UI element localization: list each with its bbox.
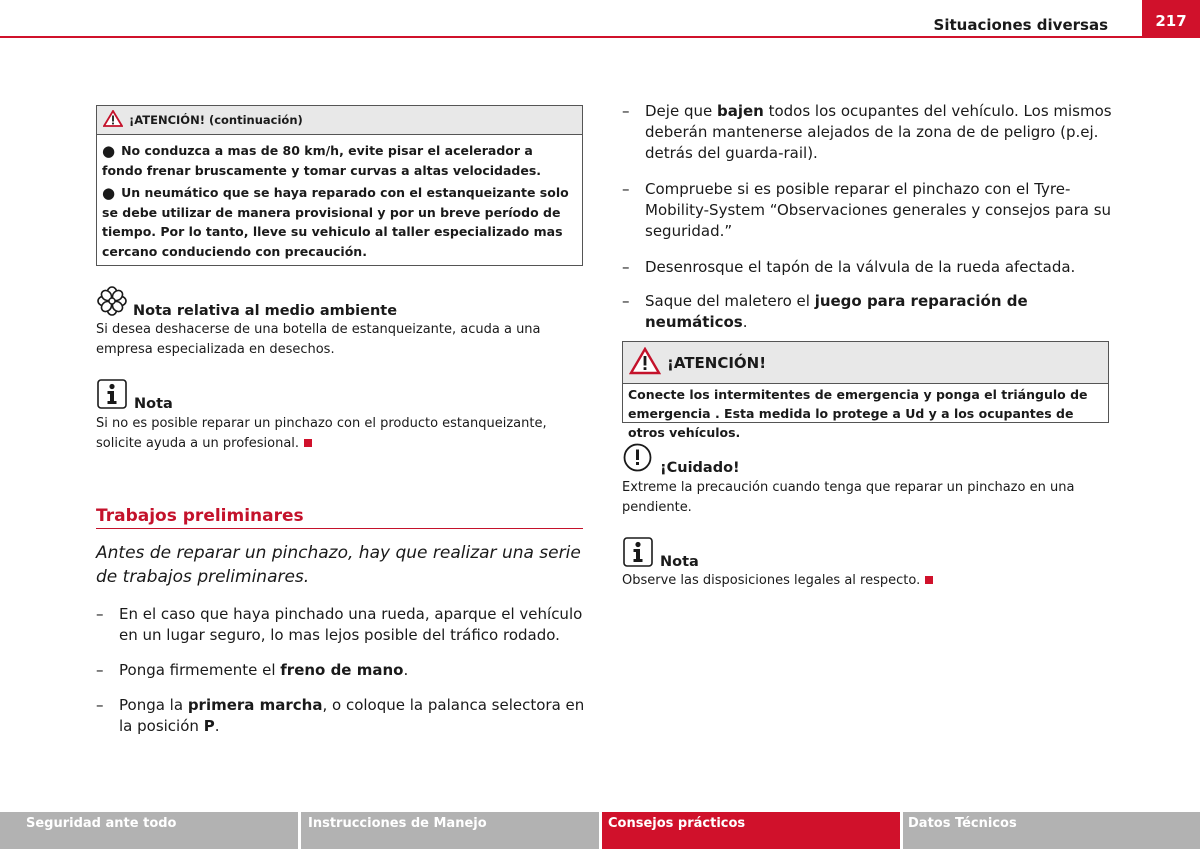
footer-tab-consejos[interactable]: Consejos prácticos <box>602 812 900 849</box>
warning-box <box>622 341 1109 440</box>
warning-item: ● No conduzca a mas de 80 km/h, evite pisar el acelerador a fondo frenar bruscamente y tomar curvas a altas velocidades. <box>102 142 542 178</box>
dash-marker: – <box>96 696 104 714</box>
footer-tab-instrucciones[interactable]: Instrucciones de Manejo <box>301 812 599 849</box>
warning-continuation-header <box>97 106 582 135</box>
warning-continuation-box <box>96 105 583 266</box>
dash-marker: – <box>622 258 630 276</box>
section-rule <box>96 528 583 529</box>
footer-tab-seguridad[interactable]: Seguridad ante todo <box>0 812 298 849</box>
note2-text-block <box>622 571 1102 591</box>
step-item <box>96 660 586 681</box>
step-text: Compruebe si es posible reparar el pinchazo con el Tyre-Mobility-System “Observaciones generales y consejos para su seguridad.” <box>645 180 1112 240</box>
step-text: Saque del maletero el juego para reparación de neumáticos. <box>645 292 1028 331</box>
section-title: Trabajos preliminares <box>96 506 304 526</box>
running-header-title: Situaciones diversas <box>933 16 1108 34</box>
warning-triangle-icon <box>103 110 123 130</box>
end-square-icon <box>304 439 312 447</box>
end-square-icon <box>925 576 933 584</box>
note1-title: Nota <box>134 396 173 412</box>
dash-marker: – <box>622 292 630 310</box>
step-text: Ponga la primera marcha, o coloque la palanca selectora en la posición P. <box>119 696 585 735</box>
note2-heading <box>623 537 1103 571</box>
warning-continuation-title: ¡ATENCIÓN! (continuación) <box>129 113 303 127</box>
warning-text: Conecte los intermitentes de emergencia y ponga el triángulo de emergencia . Esta medida lo protege a Ud y a los ocupantes de otros vehículos. <box>628 387 1088 440</box>
step-item <box>622 257 1112 278</box>
info-icon <box>623 537 653 571</box>
header-rule <box>0 36 1200 38</box>
note2-title: Nota <box>660 554 699 570</box>
env-note-heading <box>97 286 577 320</box>
step-text: Ponga firmemente el freno de mano. <box>119 661 409 679</box>
footer-tab-datos[interactable]: Datos Técnicos <box>903 812 1200 849</box>
warning-header <box>623 342 1108 384</box>
step-item <box>622 101 1112 164</box>
exclamation-circle-icon <box>623 443 652 476</box>
dash-marker: – <box>622 102 630 120</box>
caution-text: Extreme la precaución cuando tenga que reparar un pinchazo en una pendiente. <box>622 480 1075 515</box>
step-item <box>622 291 1112 333</box>
step-item <box>96 604 586 646</box>
step-text: Deje que bajen todos los ocupantes del vehículo. Los mismos deberán mantenerse alejados de la zona de de peligro (p.ej. detrás del guarda-rail). <box>645 102 1112 162</box>
caution-title: ¡Cuidado! <box>660 460 740 476</box>
flower-icon <box>97 286 127 320</box>
note1-text-block <box>96 414 586 453</box>
step-item <box>96 695 586 737</box>
env-note-text: Si desea deshacerse de una botella de estanqueizante, acuda a una empresa especializada en desechos. <box>96 322 541 357</box>
step-item <box>622 179 1112 242</box>
bullet-icon: ● <box>102 142 116 160</box>
info-icon <box>97 379 127 413</box>
warning-item: ● Un neumático que se haya reparado con el estanqueizante solo se debe utilizar de manera provisional y por un breve período de tiempo. Por lo tanto, lleve su vehiculo al taller especializado mas cercano conduciendo con precaución. <box>102 184 569 259</box>
caution-heading <box>623 443 1103 476</box>
env-note-title: Nota relativa al medio ambiente <box>133 303 398 319</box>
dash-marker: – <box>96 605 104 623</box>
warning-triangle-icon <box>629 347 661 379</box>
warning-continuation-body <box>97 135 582 270</box>
note2-text: Observe las disposiciones legales al respecto. <box>622 573 921 588</box>
note1-text: Si no es posible reparar un pinchazo con el producto estanqueizante, solicite ayuda a un profesional. <box>96 416 547 451</box>
note1-heading <box>97 379 577 413</box>
section-intro: Antes de reparar un pinchazo, hay que realizar una serie de trabajos preliminares. <box>96 543 581 587</box>
step-text: Desenrosque el tapón de la válvula de la rueda afectada. <box>645 258 1076 276</box>
dash-marker: – <box>96 661 104 679</box>
dash-marker: – <box>622 180 630 198</box>
bullet-icon: ● <box>102 184 116 202</box>
page-number: 217 <box>1142 0 1200 38</box>
warning-title: ¡ATENCIÓN! <box>667 353 767 372</box>
step-text: En el caso que haya pinchado una rueda, aparque el vehículo en un lugar seguro, lo mas lejos posible del tráfico rodado. <box>119 605 583 644</box>
